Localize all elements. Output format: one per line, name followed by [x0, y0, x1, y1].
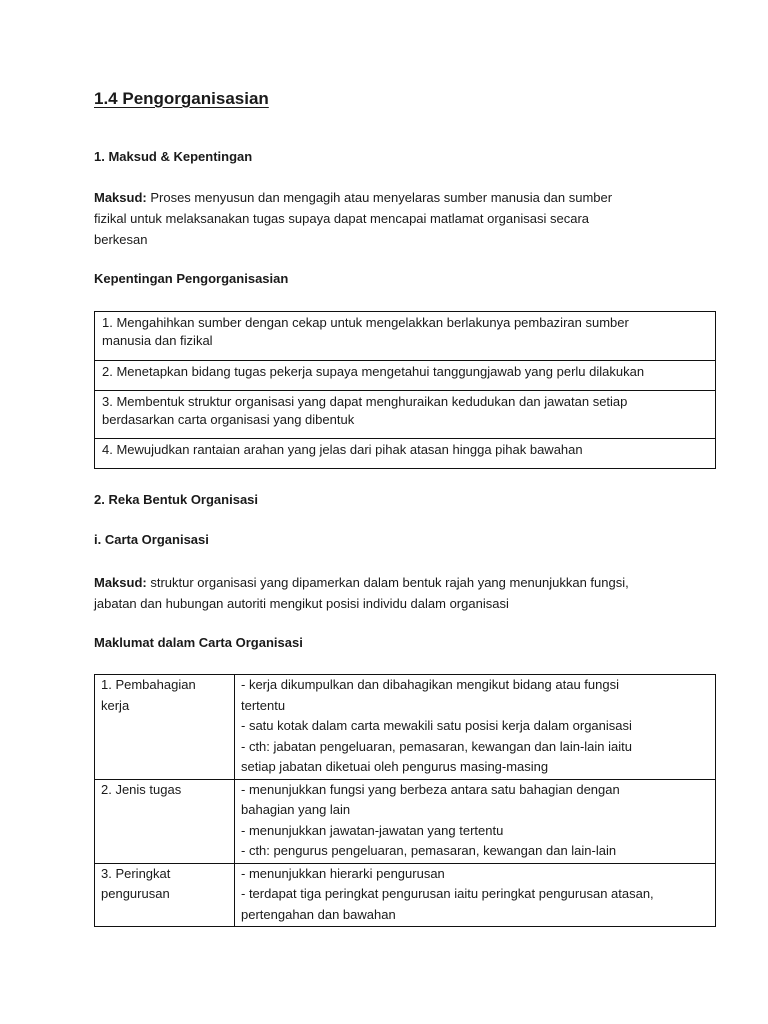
- maksud-text-line: fizikal untuk melaksanakan tugas supaya dapat mencapai matlamat organisasi secara: [94, 211, 589, 226]
- table-row: [95, 439, 716, 469]
- table-cell-label: 3. Peringkat pengurusan: [95, 863, 235, 927]
- table-cell-content: - menunjukkan fungsi yang berbeza antara satu bahagian dengan bahagian yang lain - menunjukkan jawatan-jawatan yang tertentu - cth: pengurus pengeluaran, pemasaran, kewangan dan lain-lain: [235, 779, 716, 863]
- table-row: [95, 361, 716, 391]
- section-2-heading: 2. Reka Bentuk Organisasi: [94, 492, 259, 507]
- table-row: [95, 391, 716, 439]
- maksud-paragraph: [94, 187, 694, 250]
- table-row: [95, 779, 716, 863]
- maksud-text-line: jabatan dan hubungan autoriti mengikut posisi individu dalam organisasi: [94, 596, 509, 611]
- table-cell-label: 1. Pembahagian kerja: [95, 675, 235, 780]
- table-cell: 4. Mewujudkan rantaian arahan yang jelas dari pihak atasan hingga pihak bawahan: [95, 439, 716, 469]
- table-cell-content: - menunjukkan hierarki pengurusan - terdapat tiga peringkat pengurusan iaitu peringkat pengurusan atasan, pertengahan dan bawahan: [235, 863, 716, 927]
- table-cell: 2. Menetapkan bidang tugas pekerja supaya mengetahui tanggungjawab yang perlu dilakukan: [95, 361, 716, 391]
- carta-organisasi-heading: i. Carta Organisasi: [94, 532, 209, 547]
- kepentingan-heading: Kepentingan Pengorganisasian: [94, 271, 289, 286]
- table-cell-label: 2. Jenis tugas: [95, 779, 235, 863]
- maksud-text-line: berkesan: [94, 232, 148, 247]
- maksud-label: Maksud:: [94, 190, 147, 205]
- kepentingan-table: [94, 311, 716, 469]
- maksud-text-line: Proses menyusun dan mengagih atau menyelaras sumber manusia dan sumber: [146, 190, 613, 205]
- carta-maksud-paragraph: [94, 572, 694, 614]
- maksud-text-line: struktur organisasi yang dipamerkan dalam bentuk rajah yang menunjukkan fungsi,: [146, 575, 629, 590]
- maklumat-heading: Maklumat dalam Carta Organisasi: [94, 635, 303, 650]
- section-1-heading: 1. Maksud & Kepentingan: [94, 149, 253, 164]
- table-row: [95, 863, 716, 927]
- table-cell: 1. Mengahihkan sumber dengan cekap untuk mengelakkan berlakunya pembaziran sumber manusia dan fizikal: [95, 312, 716, 361]
- maksud-label: Maksud:: [94, 575, 147, 590]
- maklumat-table: [94, 674, 716, 927]
- table-row: [95, 675, 716, 780]
- table-cell-content: - kerja dikumpulkan dan dibahagikan mengikut bidang atau fungsi tertentu - satu kotak dalam carta mewakili satu posisi kerja dalam organisasi - cth: jabatan pengeluaran, pemasaran, kewangan dan lain-lain iaitu setiap jabatan diketuai oleh pengurus masing-masing: [235, 675, 716, 780]
- table-cell: 3. Membentuk struktur organisasi yang dapat menghuraikan kedudukan dan jawatan setiap berdasarkan carta organisasi yang dibentuk: [95, 391, 716, 439]
- table-row: [95, 312, 716, 361]
- page-title: 1.4 Pengorganisasian: [94, 89, 269, 108]
